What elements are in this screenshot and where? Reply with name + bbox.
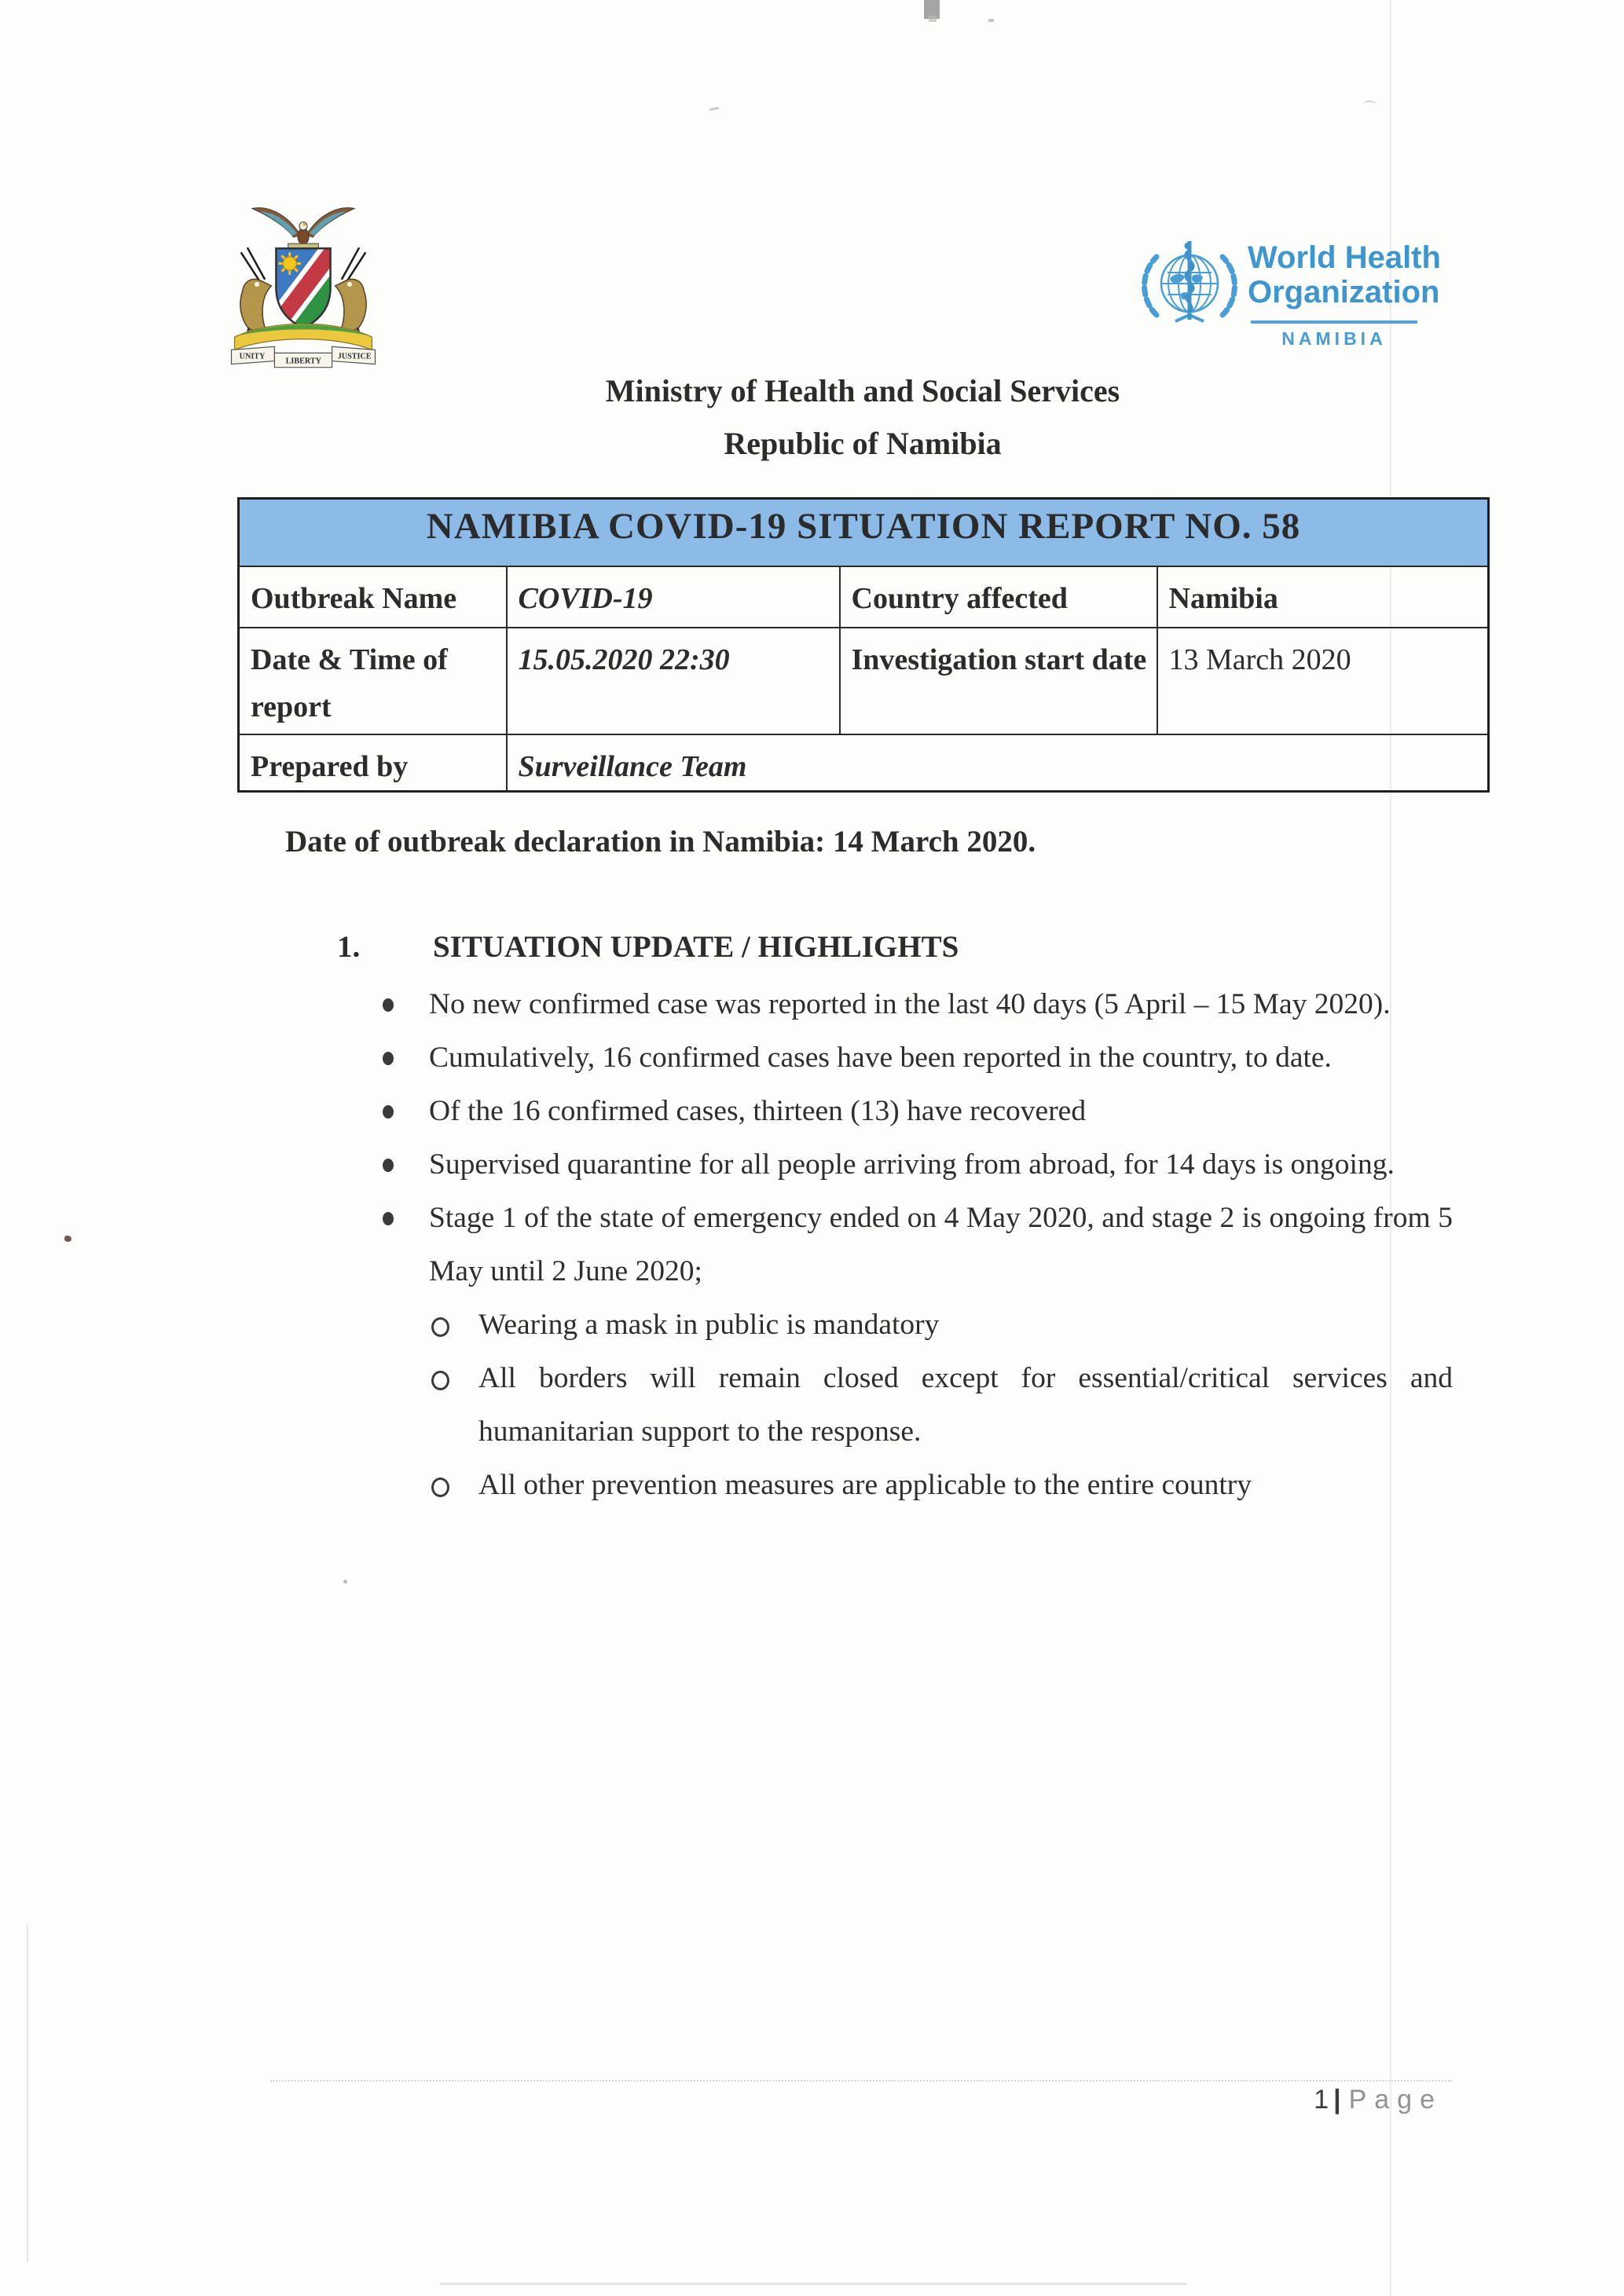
ministry-title: Ministry of Health and Social Services: [605, 373, 1120, 408]
bullet-icon: [383, 1159, 394, 1172]
scan-artifact: [924, 0, 940, 19]
country-affected-label: Country affected: [840, 566, 1157, 628]
list-item: [375, 1138, 1453, 1192]
scan-artifact: [929, 16, 937, 22]
sub-bullet-text: All other prevention measures are applicable to the entire country: [478, 1469, 1252, 1501]
page-number: 1: [1314, 2085, 1329, 2115]
who-country-label: NAMIBIA: [1281, 328, 1387, 349]
who-divider-rule: [1251, 320, 1417, 324]
footer-pipe: |: [1333, 2085, 1341, 2115]
bullet-text: Cumulatively, 16 confirmed cases have been reported in the country, to date.: [429, 1042, 1332, 1074]
report-title: NAMIBIA COVID-19 SITUATION REPORT NO. 58: [239, 499, 1489, 567]
bullet-icon: [383, 998, 394, 1012]
bullet-text: Stage 1 of the state of emergency ended on 4 May 2020, and stage 2 is ongoing from 5 May until 2 June 2020;: [429, 1202, 1453, 1287]
eagle-crest: [252, 208, 354, 245]
scan-artifact: [64, 1236, 71, 1242]
scan-artifact: [988, 19, 994, 22]
report-datetime-value: 15.05.2020 22:30: [507, 628, 840, 734]
list-item: [375, 1192, 1453, 1298]
motto-ribbon: [232, 346, 376, 367]
scan-artifact: [709, 107, 719, 111]
namibia-coat-of-arms: [207, 201, 399, 371]
outbreak-name-label: Outbreak Name: [239, 566, 507, 628]
sub-bullet-text: All borders will remain closed except for essential/critical services and humanitarian support to the response.: [478, 1362, 1453, 1448]
bullet-text: Supervised quarantine for all people arriving from abroad, for 14 days is ongoing.: [429, 1148, 1395, 1181]
scan-artifact: [440, 2283, 1186, 2285]
scan-artifact: [1363, 101, 1376, 108]
bullet-icon: [383, 1212, 394, 1225]
list-item: [375, 1085, 1453, 1138]
hollow-bullet-icon: [431, 1317, 449, 1337]
who-name-line1: World Health: [1248, 240, 1441, 275]
hollow-bullet-icon: [431, 1478, 449, 1497]
sub-list-item: [375, 1298, 1453, 1352]
motto-word: LIBERTY: [285, 357, 322, 366]
footer-divider-line: [270, 2080, 1452, 2082]
list-item: [375, 1031, 1453, 1085]
bullet-icon: [383, 1052, 394, 1065]
outbreak-name-value: COVID-19: [507, 566, 840, 628]
prepared-by-value: Surveillance Team: [507, 734, 1489, 792]
bullet-icon: [383, 1105, 394, 1119]
report-datetime-label: Date & Time of report: [239, 628, 507, 734]
country-affected-value: Namibia: [1157, 566, 1489, 628]
sub-bullet-text: Wearing a mask in public is mandatory: [478, 1309, 940, 1341]
list-item: [375, 978, 1453, 1031]
bullet-text: Of the 16 confirmed cases, thirteen (13) have recovered: [429, 1095, 1087, 1127]
who-name-line2: Organization: [1248, 275, 1440, 309]
motto-word: JUSTICE: [337, 352, 372, 361]
motto-word: UNITY: [239, 352, 266, 361]
prepared-by-label: Prepared by: [239, 734, 507, 792]
investigation-start-label: Investigation start date: [840, 628, 1157, 734]
republic-title: Republic of Namibia: [724, 426, 1002, 461]
highlights-list: [375, 978, 1453, 1512]
table-row: [239, 734, 1489, 792]
page-number-footer: [1226, 2085, 1443, 2115]
section-heading: [337, 929, 959, 965]
sub-list-item: [375, 1459, 1453, 1512]
section-number: 1.: [337, 930, 361, 964]
scan-artifact: [27, 1924, 28, 2262]
bullet-text: No new confirmed case was reported in the last 40 days (5 April – 15 May 2020).: [429, 988, 1391, 1020]
hollow-bullet-icon: [431, 1371, 449, 1390]
who-emblem-icon: [1141, 236, 1238, 328]
outbreak-declaration-line: Date of outbreak declaration in Namibia: 14 March 2020.: [285, 825, 1036, 859]
table-row: [239, 628, 1489, 734]
section-title: SITUATION UPDATE / HIGHLIGHTS: [433, 930, 959, 964]
footer-page-label: Page: [1348, 2085, 1443, 2115]
report-summary-table: [237, 497, 1490, 793]
table-row: [239, 566, 1489, 628]
scan-artifact: [343, 1580, 347, 1584]
sub-list-item: [375, 1352, 1453, 1459]
investigation-start-value: 13 March 2020: [1157, 628, 1489, 734]
who-logo: [1141, 229, 1487, 355]
